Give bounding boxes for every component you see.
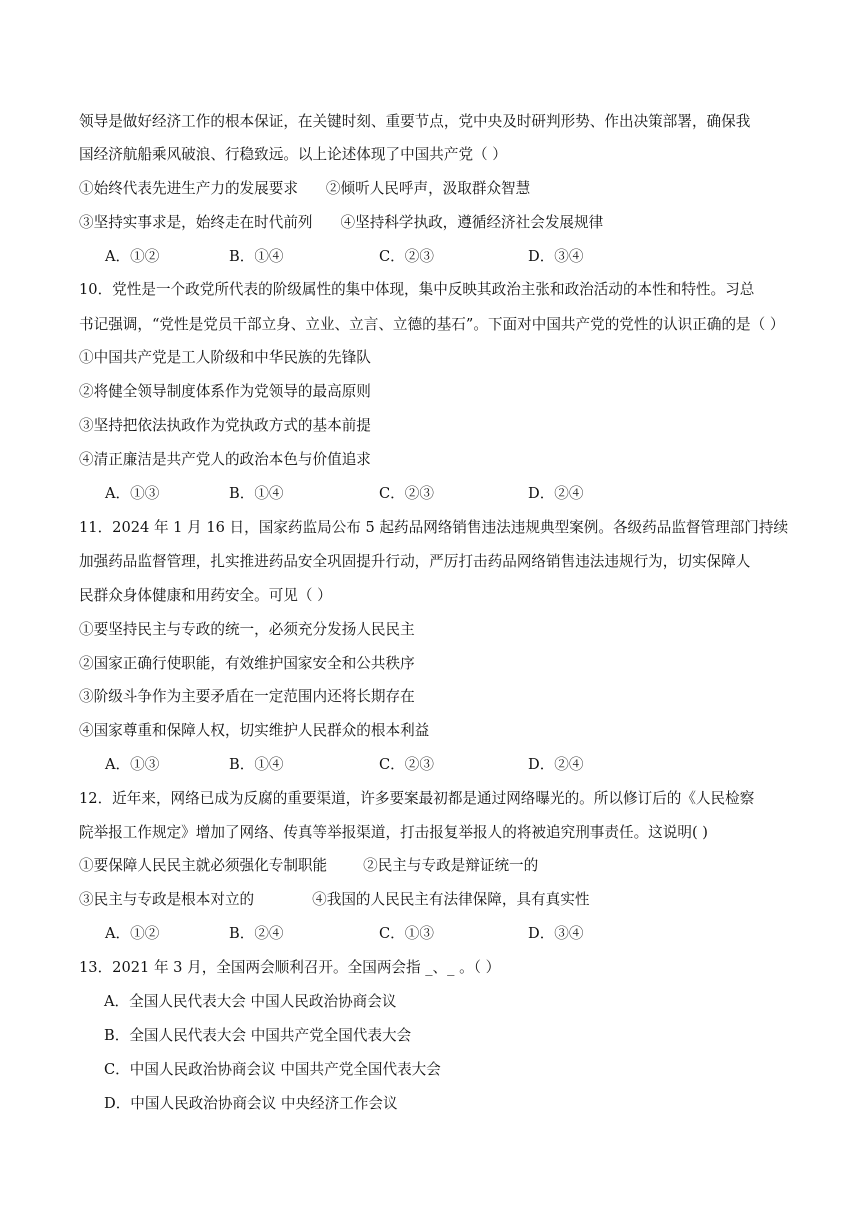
q11-option-d[interactable]: D．②④ xyxy=(528,756,584,773)
q11-option-b[interactable]: B．①④ xyxy=(229,756,284,773)
q12-statements-row-1 xyxy=(79,856,538,876)
q10-statement-3: ③坚持把依法执政作为党执政方式的基本前提 xyxy=(79,417,371,434)
q12-option-d[interactable]: D．③④ xyxy=(528,925,584,942)
q12-stem-line-2: 院举报工作规定》增加了网络、传真等举报渠道，打击报复举报人的将被追究刑事责任。这说明( ) xyxy=(79,824,708,841)
q10-statement-4: ④清正廉洁是共产党人的政治本色与价值追求 xyxy=(79,451,371,468)
q12-statement-1: ①要保障人民民主就必须强化专制职能 xyxy=(79,857,328,874)
q13-stem-line-1: 13．2021 年 3 月，全国两会顺利召开。全国两会指 _、_ 。（ ） xyxy=(79,959,501,976)
q10-stem-line-1: 10．党性是一个政党所代表的阶级属性的集中体现，集中反映其政治主张和政治活动的本性和特性。习总 xyxy=(79,281,755,298)
q9-stem-line-2: 国经济航船乘风破浪、行稳致远。以上论述体现了中国共产党（ ） xyxy=(79,146,507,163)
q10-option-d[interactable]: D．②④ xyxy=(528,485,584,502)
q12-statement-2: ②民主与专政是辩证统一的 xyxy=(363,857,539,874)
q12-option-a[interactable]: A．①② xyxy=(105,925,160,942)
q11-statement-3: ③阶级斗争作为主要矛盾在一定范围内还将长期存在 xyxy=(79,688,415,705)
q11-stem-line-1: 11．2024 年 1 月 16 日，国家药监局公布 5 起药品网络销售违法违规典型案例。各级药品监督管理部门持续 xyxy=(79,519,789,536)
q12-stem-line-1: 12．近年来，网络已成为反腐的重要渠道，许多要案最初都是通过网络曝光的。所以修订后的《人民检察 xyxy=(79,790,755,807)
q11-stem-line-2: 加强药品监督管理，扎实推进药品安全巩固提升行动，严厉打击药品网络销售违法违规行为，切实保障人 xyxy=(79,553,751,570)
q11-option-a[interactable]: A．①③ xyxy=(105,756,160,773)
q10-option-b[interactable]: B．①④ xyxy=(229,485,284,502)
q13-option-a[interactable]: A．全国人民代表大会 中国人民政治协商会议 xyxy=(104,993,397,1010)
q11-option-c[interactable]: C．②③ xyxy=(379,756,434,773)
q11-stem-line-3: 民群众身体健康和用药安全。可见（ ） xyxy=(79,587,332,604)
q12-statements-row-2 xyxy=(79,890,589,910)
q9-statements-row-2 xyxy=(79,213,603,233)
q9-option-a[interactable]: A．①② xyxy=(105,248,160,265)
q9-statement-1: ①始终代表先进生产力的发展要求 xyxy=(79,180,298,197)
q10-option-c[interactable]: C．②③ xyxy=(379,485,434,502)
q9-option-d[interactable]: D．③④ xyxy=(528,248,584,265)
q11-statement-4: ④国家尊重和保障人权，切实维护人民群众的根本利益 xyxy=(79,722,430,739)
q9-stem-line-1: 领导是做好经济工作的根本保证，在关键时刻、重要节点，党中央及时研判形势、作出决策部署，确保我 xyxy=(79,113,751,130)
q9-statements-row-1 xyxy=(79,179,530,199)
q9-option-c[interactable]: C．②③ xyxy=(379,248,434,265)
q12-option-c[interactable]: C．①③ xyxy=(379,925,434,942)
q13-option-d[interactable]: D．中国人民政治协商会议 中央经济工作会议 xyxy=(104,1095,398,1112)
q9-option-b[interactable]: B．①④ xyxy=(229,248,284,265)
q10-option-a[interactable]: A．①③ xyxy=(105,485,160,502)
q13-option-b[interactable]: B．全国人民代表大会 中国共产党全国代表大会 xyxy=(104,1027,412,1044)
q12-statement-3: ③民主与专政是根本对立的 xyxy=(79,891,255,908)
q9-statement-2: ②倾听人民呼声，汲取群众智慧 xyxy=(325,180,531,197)
q9-statement-4: ④坚持科学执政，遵循经济社会发展规律 xyxy=(340,214,604,231)
q10-statement-2: ②将健全领导制度体系作为党领导的最高原则 xyxy=(79,383,371,400)
q13-option-c[interactable]: C．中国人民政治协商会议 中国共产党全国代表大会 xyxy=(104,1061,441,1078)
q10-stem-line-2: 书记强调，“党性是党员干部立身、立业、立言、立德的基石”。下面对中国共产党的党性的认识正确的是（ ） xyxy=(79,316,785,333)
q12-option-b[interactable]: B．②④ xyxy=(229,925,284,942)
q11-statement-1: ①要坚持民主与专政的统一，必须充分发扬人民民主 xyxy=(79,621,415,638)
q10-statement-1: ①中国共产党是工人阶级和中华民族的先锋队 xyxy=(79,349,371,366)
q12-statement-4: ④我国的人民民主有法律保障，具有真实性 xyxy=(312,891,590,908)
q11-statement-2: ②国家正确行使职能，有效维护国家安全和公共秩序 xyxy=(79,655,415,672)
q9-statement-3: ③坚持实事求是，始终走在时代前列 xyxy=(79,214,313,231)
